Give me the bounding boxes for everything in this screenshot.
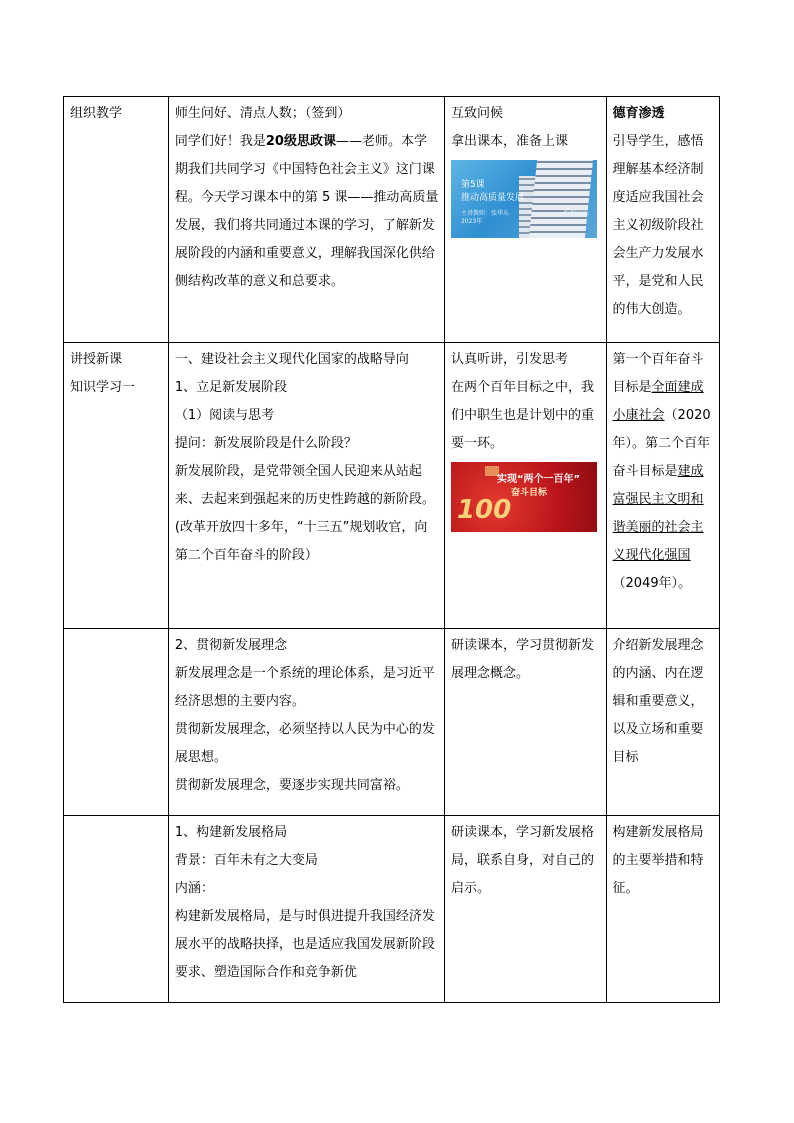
student-activity-cell: [444, 97, 606, 343]
goal-cell: [606, 816, 719, 1003]
stage-cell: [64, 97, 169, 343]
lesson-plan-table: [63, 96, 720, 1003]
table-row: [64, 816, 720, 1003]
goal-text: 构建新发展格局的主要举措和特征。: [612, 825, 704, 896]
teacher-text: 同学们好！我是20级思政课——老师。本学期我们共同学习《中国特色社会主义》这门课程。今天学习课本中的第 5 课——推动高质量发展，我们将共同通过本课的学习，了解新发展阶段的内涵和重要意义，理解我国深化供给侧结构改革的意义和总要求。: [174, 134, 439, 289]
goal-heading: 德育渗透: [612, 106, 665, 121]
student-text: 研读课本，学习贯彻新发展理念概念。: [450, 638, 594, 681]
teacher-activity-cell: [168, 97, 444, 343]
teacher-text: （1）阅读与思考: [174, 408, 275, 423]
lesson-cover-image: 第5课 推动高质量发展 主讲教师：张华东 授课时间：2023年: [451, 160, 597, 238]
table-row: [64, 629, 720, 816]
table-row: [64, 97, 720, 343]
centenary-goal-image: 100 实现“两个一百年” 奋斗目标: [451, 462, 597, 532]
goal-cell: [606, 343, 719, 629]
stage-cell: [64, 629, 169, 816]
goal-cell: [606, 97, 719, 343]
teacher-activity-cell: [168, 816, 444, 1003]
teacher-text: 贯彻新发展理念，要逐步实现共同富裕。: [174, 778, 409, 793]
student-activity-cell: [444, 816, 606, 1003]
teacher-text: 内涵：: [174, 881, 214, 896]
stage-label: 讲授新课: [70, 352, 123, 367]
goal-text: 引导学生，感悟理解基本经济制度适应我国社会主义初级阶段社会生产力发展水平，是党和人民的伟大创造。: [612, 134, 704, 317]
student-activity-cell: [444, 343, 606, 629]
stage-label: 知识学习一: [70, 380, 136, 395]
teacher-activity-cell: [168, 629, 444, 816]
student-text: 研读课本，学习新发展格局，联系自身，对自己的启示。: [450, 825, 594, 896]
table-row: [64, 343, 720, 629]
goal-text: 第一个百年奋斗目标是全面建成小康社会（2020年）。第二个百年奋斗目标是建成富强民主文明和谐美丽的社会主义现代化强国（2049年）。: [612, 352, 711, 591]
stage-cell: [64, 343, 169, 629]
teacher-text: 贯彻新发展理念，必须坚持以人民为中心的发展思想。: [174, 722, 435, 765]
teacher-text: 构建新发展格局，是与时俱进提升我国经济发展水平的战略抉择，也是适应我国发展新阶段要求、塑造国际合作和竞争新优: [174, 909, 435, 980]
goal-cell: [606, 629, 719, 816]
teacher-text: 新发展理念是一个系统的理论体系，是习近平经济思想的主要内容。: [174, 666, 435, 709]
teacher-text: 2、贯彻新发展理念: [174, 638, 288, 653]
goal-text: 介绍新发展理念的内涵、内在逻辑和重要意义，以及立场和重要目标: [612, 638, 704, 765]
student-activity-cell: [444, 629, 606, 816]
teacher-text: 1、构建新发展格局: [174, 825, 288, 840]
student-text: 互致问候: [450, 106, 503, 121]
teacher-activity-cell: [168, 343, 444, 629]
stage-cell: [64, 816, 169, 1003]
teacher-text: 师生问好、清点人数；（签到）: [174, 106, 351, 121]
teacher-text: 1、立足新发展阶段: [174, 380, 288, 395]
student-text: 在两个百年目标之中，我们中职生也是计划中的重要一环。: [450, 380, 594, 451]
stage-label: 组织教学: [70, 106, 123, 121]
building-shape: [529, 160, 593, 238]
teacher-text: 一、建设社会主义现代化国家的战略导向: [174, 352, 409, 367]
student-text: 拿出课本，准备上课: [450, 134, 568, 149]
teacher-text: 新发展阶段，是党带领全国人民迎来从站起来、去起来到强起来的历史性跨越的新阶段。(改革开放四十多年，“十三五”规划收官，向第二个百年奋斗的阶段）: [174, 464, 435, 563]
teacher-text: 提问：新发展阶段是什么阶段？: [174, 436, 357, 451]
teacher-text: 背景：百年未有之大变局: [174, 853, 318, 868]
student-text: 认真听讲，引发思考: [450, 352, 568, 367]
